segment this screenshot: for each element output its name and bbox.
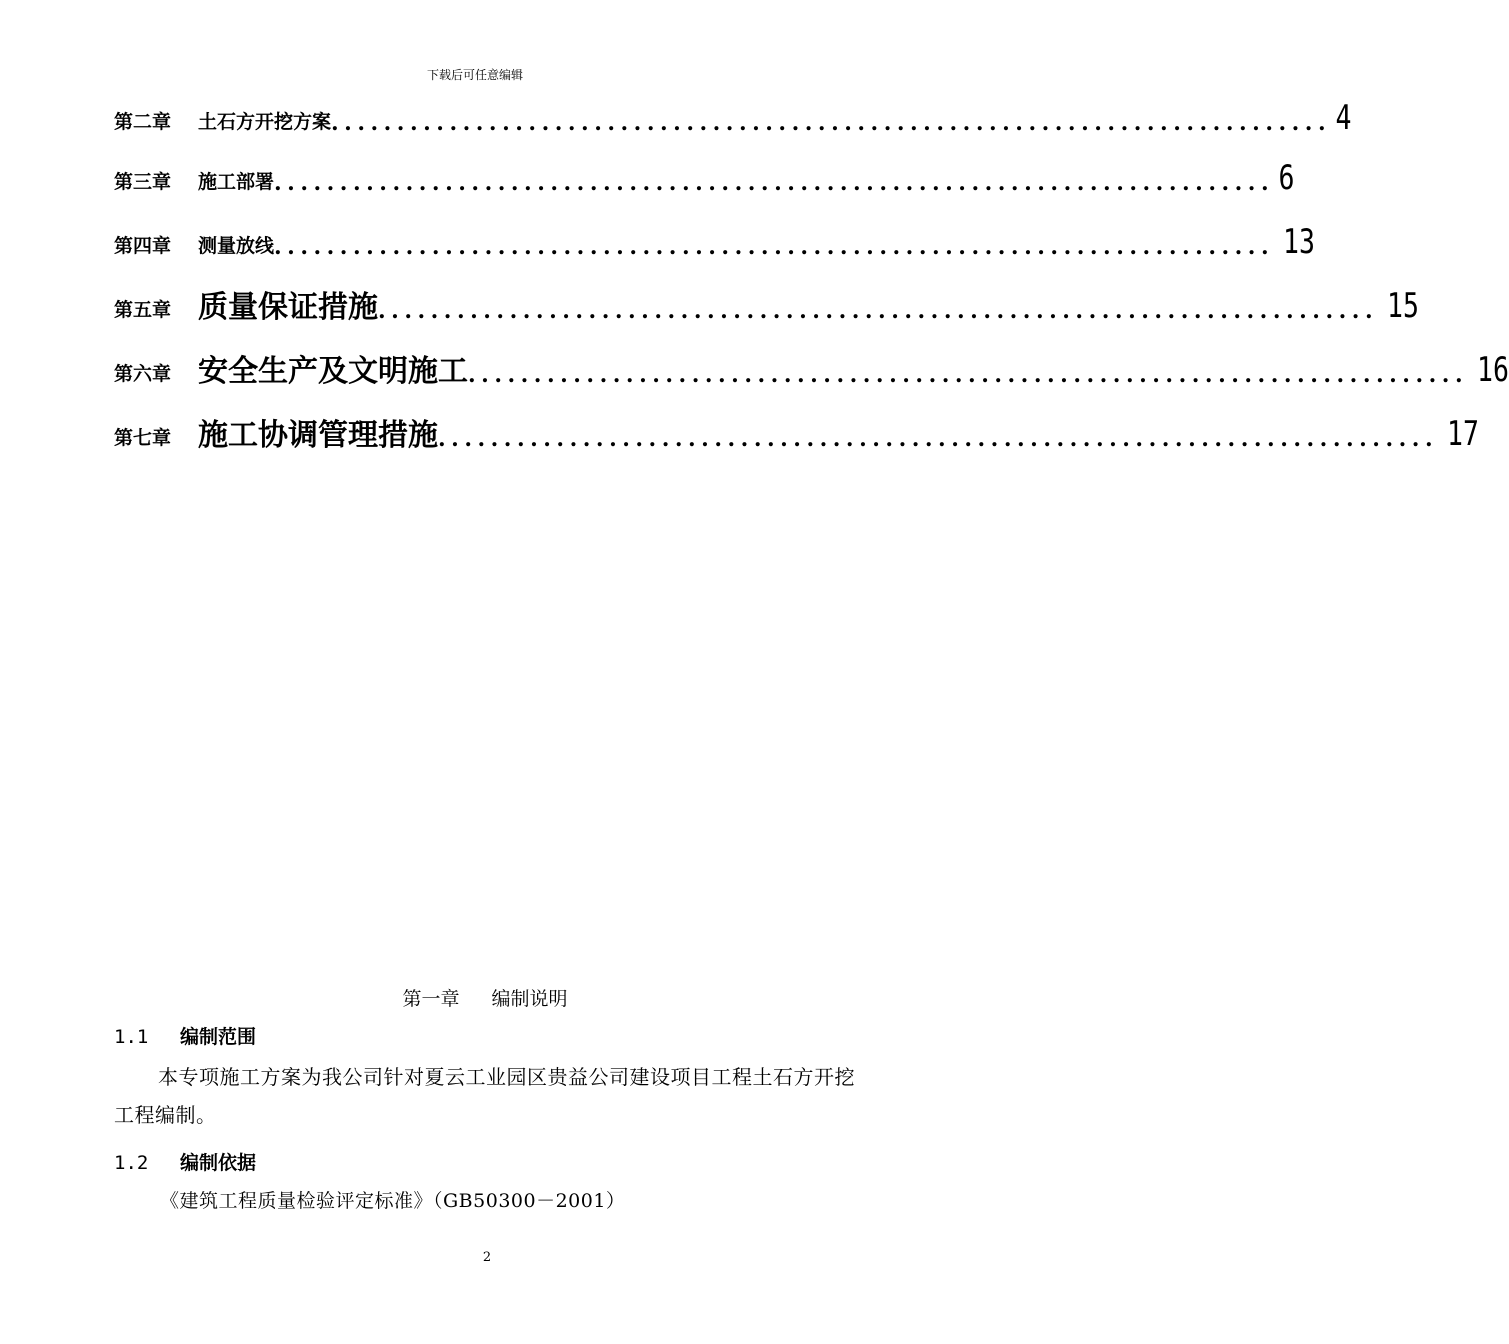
toc-chapter-title: 施工协调管理措施	[198, 418, 438, 453]
section-label: 编制范围	[180, 1026, 257, 1048]
standard-reference: 《建筑工程质量检验评定标准》（GB50300－2001）	[160, 1190, 626, 1212]
page-header: 下载后可任意编辑	[426, 68, 523, 82]
toc-page-number: 4	[1335, 98, 1352, 138]
toc-page-number: 6	[1278, 158, 1295, 198]
scope-paragraph: 本专项施工方案为我公司针对夏云工业园区贵益公司建设项目工程土石方开挖工程编制。	[114, 1065, 855, 1127]
toc-entry-chapter-2[interactable]	[114, 98, 1352, 138]
toc-chapter-number: 第二章	[114, 111, 172, 133]
toc-leader-dots: ............................................................................	[331, 110, 1332, 136]
toc-leader-dots: ............................................................................	[274, 170, 1275, 196]
toc-entry-chapter-5[interactable]	[114, 282, 1420, 326]
toc-leader-dots: ............................................................................	[468, 362, 1469, 388]
toc-page-number: 17	[1447, 414, 1480, 454]
toc-chapter-title: 施工部署	[198, 171, 275, 193]
section-number: 1.2	[114, 1152, 149, 1174]
chapter-number: 第一章	[402, 988, 460, 1010]
toc-page-number: 16	[1477, 350, 1509, 390]
toc-chapter-title: 测量放线	[198, 235, 275, 257]
toc-entry-chapter-7[interactable]	[114, 410, 1480, 454]
section-heading-1-1	[114, 1022, 256, 1049]
toc-chapter-number: 第四章	[114, 235, 172, 257]
section-label: 编制依据	[180, 1152, 257, 1174]
toc-entry-chapter-6[interactable]	[114, 346, 1509, 390]
toc-chapter-title: 质量保证措施	[198, 290, 378, 325]
toc-chapter-title: 土石方开挖方案	[198, 111, 332, 133]
toc-chapter-title: 安全生产及文明施工	[198, 354, 468, 389]
toc-page-number: 15	[1387, 286, 1420, 326]
toc-leader-dots: ............................................................................	[274, 234, 1275, 260]
toc-chapter-number: 第七章	[114, 427, 172, 449]
toc-entry-chapter-4[interactable]	[114, 222, 1316, 262]
toc-chapter-number: 第六章	[114, 363, 172, 385]
section-number: 1.1	[114, 1026, 149, 1048]
section-heading-1-2	[114, 1148, 256, 1175]
page-number: 2	[482, 1250, 492, 1265]
toc-chapter-number: 第三章	[114, 171, 172, 193]
toc-leader-dots: ............................................................................	[438, 426, 1439, 452]
toc-leader-dots: ............................................................................	[378, 298, 1379, 324]
toc-page-number: 13	[1283, 222, 1316, 262]
chapter-title-text: 编制说明	[491, 988, 568, 1010]
toc-chapter-number: 第五章	[114, 299, 172, 321]
chapter-heading	[0, 984, 970, 1011]
toc-entry-chapter-3[interactable]	[114, 158, 1295, 198]
